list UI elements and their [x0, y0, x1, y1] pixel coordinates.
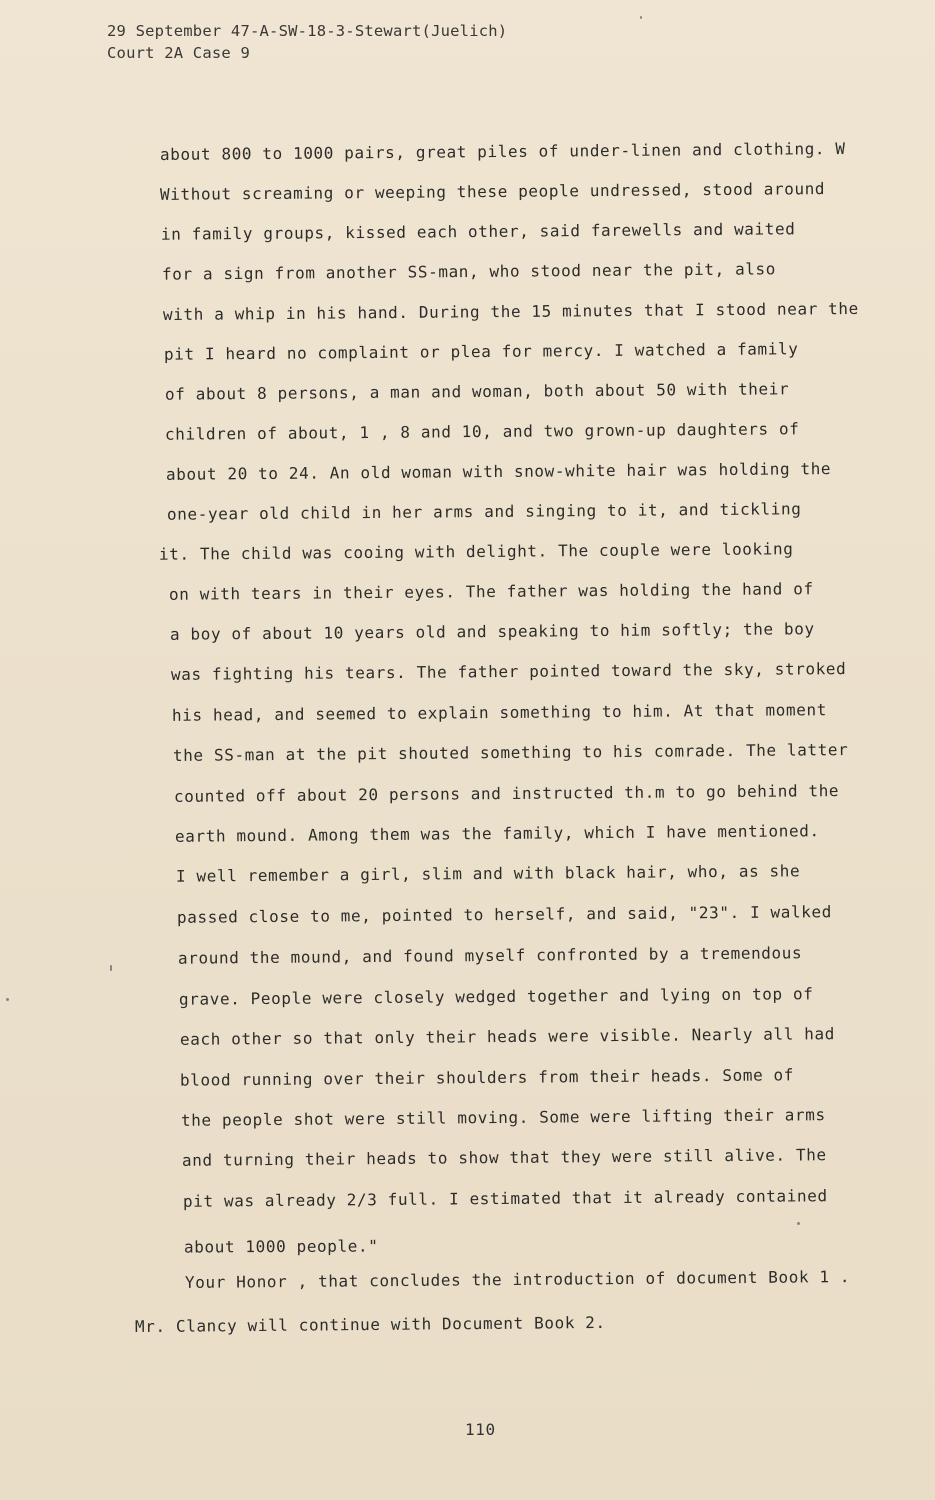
paper-speck — [6, 998, 9, 1001]
body-line: on with tears in their eyes. The father was holding the hand of — [168, 579, 814, 604]
body-line: I well remember a girl, slim and with black hair, who, as she — [175, 861, 801, 886]
header-date-reference: 29 September 47-A-SW-18-3-Stewart(Juelich) — [107, 22, 508, 40]
body-line: for a sign from another SS-man, who stood near the pit, also — [161, 259, 777, 284]
body-line: the SS-man at the pit shouted something to his comrade. The latter — [172, 740, 849, 765]
body-line: his head, and seemed to explain something to him. At that moment — [171, 700, 827, 725]
body-line: counted off about 20 persons and instructed th.m to go behind the — [173, 781, 840, 806]
body-line: grave. People were closely wedged together and lying on top of — [178, 984, 814, 1009]
body-line: a boy of about 10 years old and speaking to him softly; the boy — [169, 619, 815, 644]
body-line: each other so that only their heads were visible. Nearly all had — [179, 1024, 835, 1049]
body-line: earth mound. Among them was the family, which I have mentioned. — [174, 821, 820, 846]
body-line: and turning their heads to show that they were still alive. The — [181, 1145, 827, 1170]
body-line: about 20 to 24. An old woman with snow-white hair was holding the — [165, 459, 832, 484]
body-line: one-year old child in her arms and singing to it, and tickling — [166, 499, 802, 524]
body-line: in family groups, kissed each other, said farewells and waited — [160, 219, 796, 244]
body-line: pit was already 2/3 full. I estimated that it already contained — [182, 1186, 828, 1211]
body-line: around the mound, and found myself confronted by a tremendous — [177, 943, 803, 968]
body-line: the people shot were still moving. Some were lifting their arms — [180, 1105, 826, 1130]
body-line: passed close to me, pointed to herself, and said, "23". I walked — [176, 902, 832, 927]
body-line: pit I heard no complaint or plea for mercy. I watched a family — [163, 339, 799, 364]
body-line: Without screaming or weeping these people undressed, stood around — [159, 179, 826, 204]
body-line: children of about, 1 , 8 and 10, and two grown-up daughters of — [164, 419, 800, 444]
page-number: 110 — [465, 1420, 496, 1439]
body-line: with a whip in his hand. During the 15 minutes that I stood near the — [162, 298, 859, 325]
body-line: about 1000 people." — [183, 1236, 379, 1257]
body-line: it. The child was cooing with delight. The couple were looking — [158, 539, 794, 564]
body-line: of about 8 persons, a man and woman, both about 50 with their — [164, 379, 790, 404]
body-line: blood running over their shoulders from their heads. Some of — [179, 1065, 795, 1090]
body-line: was fighting his tears. The father pointed toward the sky, stroked — [170, 659, 847, 684]
paper-speck — [110, 965, 112, 971]
paper-speck — [797, 1222, 800, 1225]
header-court-case: Court 2A Case 9 — [107, 44, 250, 62]
paper-speck — [640, 16, 642, 19]
body-line: about 800 to 1000 pairs, great piles of under-linen and clothing. W — [159, 139, 846, 164]
body-line: Your Honor , that concludes the introduction of document Book 1 . — [184, 1267, 851, 1292]
body-line: Mr. Clancy will continue with Document Book 2. — [134, 1312, 606, 1337]
